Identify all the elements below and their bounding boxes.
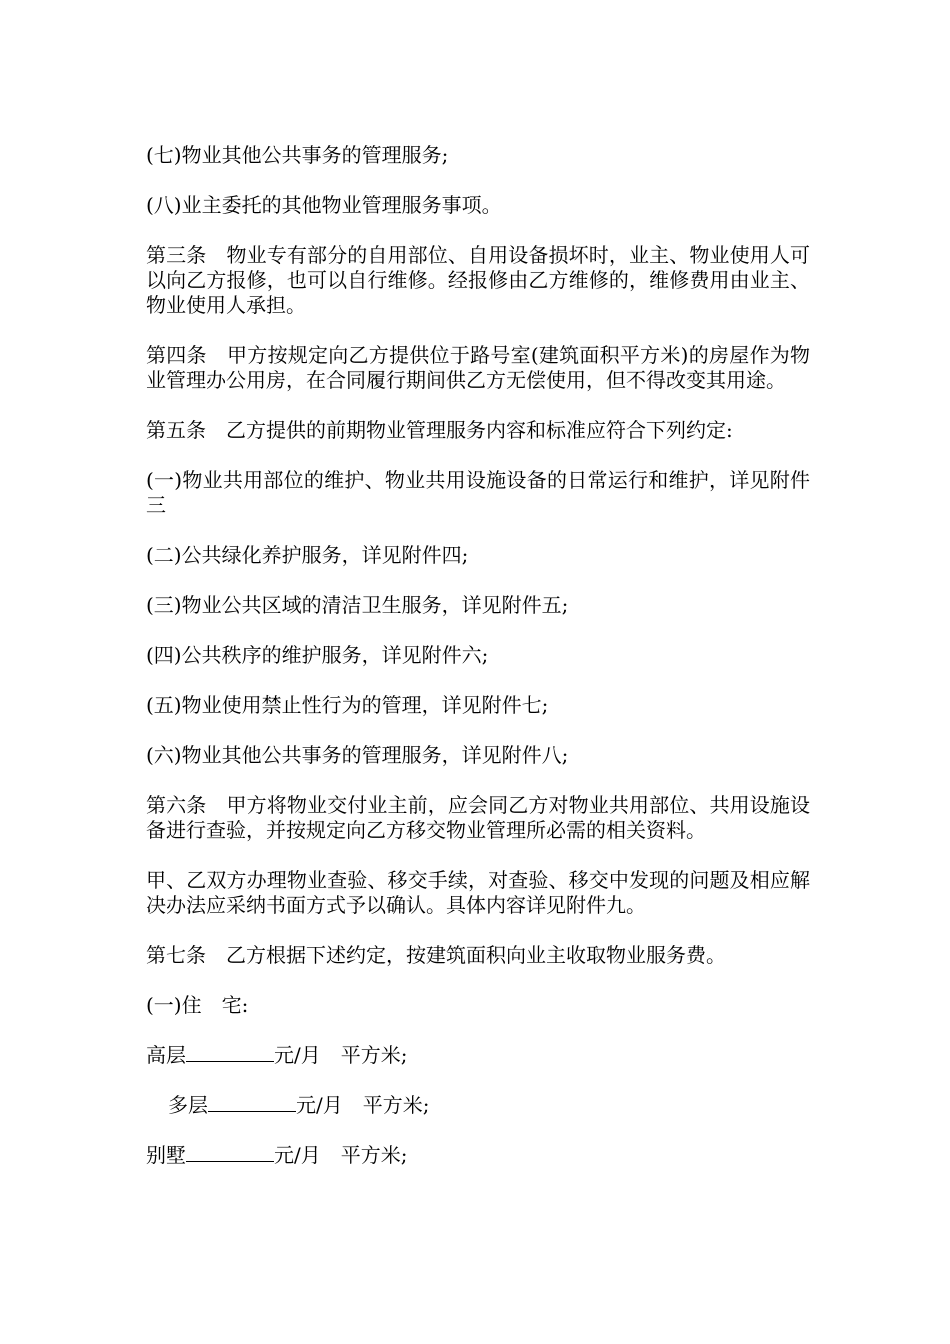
paragraph-service-4: (四)公共秩序的维护服务，详见附件六; bbox=[146, 643, 489, 667]
fee-unit: 元/月 平方米; bbox=[274, 1043, 408, 1067]
paragraph-handover: 甲、乙双方办理物业查验、移交手续，对查验、移交中发现的问题及相应解决办法应采纳书面方式予以确认。具体内容详见附件九。 bbox=[146, 868, 810, 917]
fee-blank-line[interactable] bbox=[208, 1094, 296, 1112]
fee-unit: 元/月 平方米; bbox=[274, 1143, 408, 1167]
paragraph-article-5: 第五条 乙方提供的前期物业管理服务内容和标准应符合下列约定: bbox=[146, 418, 733, 442]
fee-unit: 元/月 平方米; bbox=[296, 1093, 430, 1117]
fee-label: 别墅 bbox=[146, 1143, 186, 1167]
fee-blank-line[interactable] bbox=[186, 1144, 274, 1162]
paragraph-service-1: (一)物业共用部位的维护、物业共用设施设备的日常运行和维护，详见附件三 bbox=[146, 468, 810, 517]
paragraph-article-4: 第四条 甲方按规定向乙方提供位于路号室(建筑面积平方米)的房屋作为物业管理办公用房，在合同履行期间供乙方无偿使用，但不得改变其用途。 bbox=[146, 343, 810, 392]
paragraph-service-5: (五)物业使用禁止性行为的管理，详见附件七; bbox=[146, 693, 549, 717]
paragraph-service-3: (三)物业公共区域的清洁卫生服务，详见附件五; bbox=[146, 593, 569, 617]
fee-label: 多层 bbox=[168, 1093, 208, 1117]
fee-row-villa bbox=[146, 1143, 810, 1168]
paragraph-item-7: (七)物业其他公共事务的管理服务; bbox=[146, 143, 449, 167]
fee-row-high-rise bbox=[146, 1043, 810, 1068]
paragraph-article-3: 第三条 物业专有部分的自用部位、自用设备损坏时，业主、物业使用人可以向乙方报修，也可以自行维修。经报修由乙方维修的，维修费用由业主、物业使用人承担。 bbox=[146, 243, 810, 317]
paragraph-article-7: 第七条 乙方根据下述约定，按建筑面积向业主收取物业服务费。 bbox=[146, 943, 726, 967]
paragraph-service-6: (六)物业其他公共事务的管理服务，详见附件八; bbox=[146, 743, 569, 767]
document-page bbox=[146, 143, 810, 1193]
paragraph-article-6: 第六条 甲方将物业交付业主前，应会同乙方对物业共用部位、共用设施设备进行查验，并按规定向乙方移交物业管理所必需的相关资料。 bbox=[146, 793, 810, 842]
paragraph-item-8: (八)业主委托的其他物业管理服务事项。 bbox=[146, 193, 502, 217]
fee-label: 高层 bbox=[146, 1043, 186, 1067]
paragraph-service-2: (二)公共绿化养护服务，详见附件四; bbox=[146, 543, 469, 567]
paragraph-residential: (一)住 宅: bbox=[146, 993, 249, 1017]
fee-blank-line[interactable] bbox=[186, 1044, 274, 1062]
fee-row-multi-storey bbox=[146, 1093, 810, 1118]
